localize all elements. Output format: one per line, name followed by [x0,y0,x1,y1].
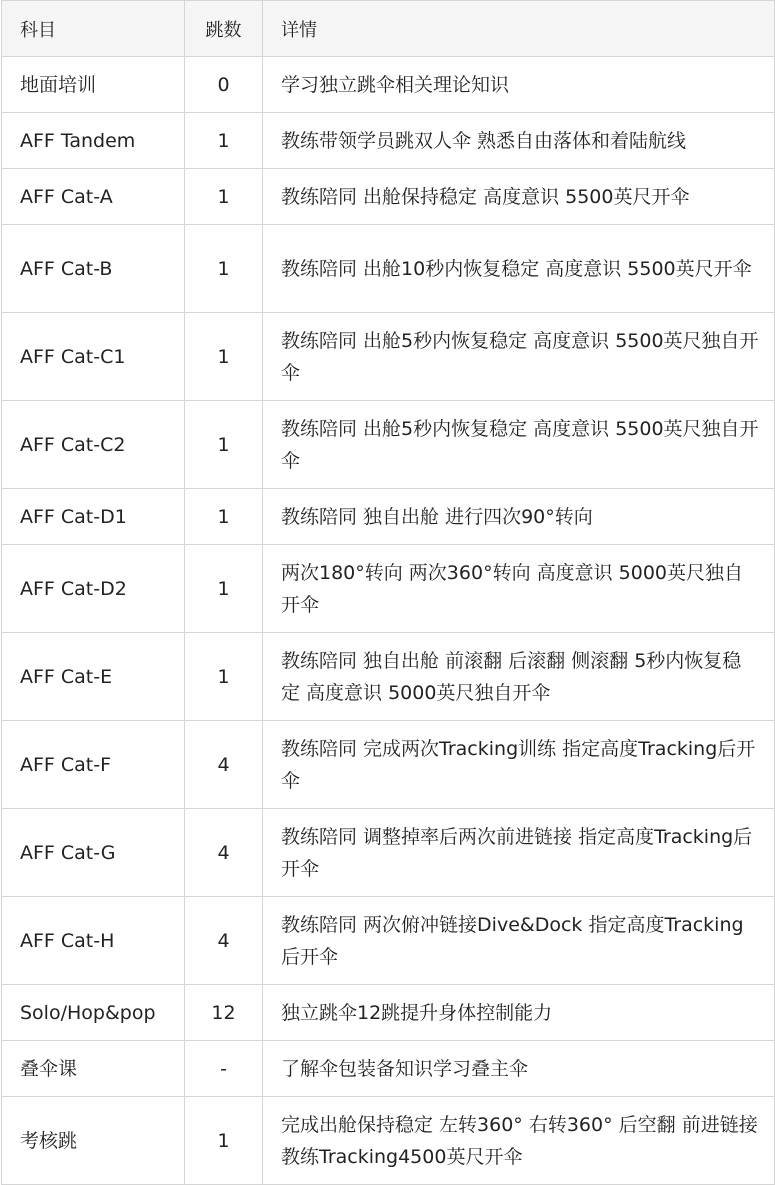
table-row [2,169,775,225]
row-detail: 教练带领学员跳双人伞 熟悉自由落体和着陆航线 [263,113,775,169]
row-subject: AFF Cat-C2 [2,401,185,489]
row-detail: 教练陪同 完成两次Tracking训练 指定高度Tracking后开伞 [263,721,775,809]
row-jumps: 4 [185,721,263,809]
row-jumps: - [185,1041,263,1097]
row-jumps: 1 [185,1097,263,1185]
row-subject: AFF Cat-H [2,897,185,985]
row-detail: 学习独立跳伞相关理论知识 [263,57,775,113]
table-row [2,313,775,401]
row-jumps: 12 [185,985,263,1041]
row-jumps: 4 [185,897,263,985]
row-detail: 教练陪同 出舱10秒内恢复稳定 高度意识 5500英尺开伞 [263,225,775,313]
skydiving-course-table [1,0,775,1185]
row-subject: AFF Cat-A [2,169,185,225]
row-jumps: 0 [185,57,263,113]
row-detail: 教练陪同 独自出舱 进行四次90°转向 [263,489,775,545]
row-jumps: 1 [185,633,263,721]
table-row [2,489,775,545]
row-jumps: 1 [185,313,263,401]
row-detail: 了解伞包装备知识学习叠主伞 [263,1041,775,1097]
table-row [2,225,775,313]
row-subject: AFF Cat-E [2,633,185,721]
row-detail: 教练陪同 两次俯冲链接Dive&Dock 指定高度Tracking后开伞 [263,897,775,985]
row-subject: AFF Cat-D2 [2,545,185,633]
table-row [2,1097,775,1185]
row-subject: AFF Cat-D1 [2,489,185,545]
table-row [2,985,775,1041]
table-row [2,809,775,897]
row-jumps: 1 [185,401,263,489]
table-row [2,113,775,169]
row-jumps: 1 [185,169,263,225]
row-detail: 完成出舱保持稳定 左转360° 右转360° 后空翻 前进链接 教练Tracking4500英尺开伞 [263,1097,775,1185]
row-subject: 叠伞课 [2,1041,185,1097]
row-jumps: 1 [185,489,263,545]
row-jumps: 1 [185,113,263,169]
row-jumps: 1 [185,225,263,313]
header-subject: 科目 [2,1,185,57]
row-detail: 教练陪同 独自出舱 前滚翻 后滚翻 侧滚翻 5秒内恢复稳定 高度意识 5000英尺独自开伞 [263,633,775,721]
row-subject: AFF Cat-F [2,721,185,809]
header-jumps: 跳数 [185,1,263,57]
row-detail: 独立跳伞12跳提升身体控制能力 [263,985,775,1041]
row-subject: AFF Cat-C1 [2,313,185,401]
row-subject: AFF Tandem [2,113,185,169]
row-detail: 教练陪同 出舱5秒内恢复稳定 高度意识 5500英尺独自开伞 [263,401,775,489]
row-subject: 考核跳 [2,1097,185,1185]
row-subject: AFF Cat-B [2,225,185,313]
header-detail: 详情 [263,1,775,57]
row-subject: Solo/Hop&pop [2,985,185,1041]
table-row [2,545,775,633]
table-row [2,721,775,809]
table-row [2,633,775,721]
table-header-row [2,1,775,57]
row-subject: 地面培训 [2,57,185,113]
row-detail: 两次180°转向 两次360°转向 高度意识 5000英尺独自开伞 [263,545,775,633]
row-detail: 教练陪同 调整掉率后两次前进链接 指定高度Tracking后开伞 [263,809,775,897]
row-detail: 教练陪同 出舱5秒内恢复稳定 高度意识 5500英尺独自开伞 [263,313,775,401]
table-row [2,401,775,489]
table-row [2,897,775,985]
row-detail: 教练陪同 出舱保持稳定 高度意识 5500英尺开伞 [263,169,775,225]
table-row [2,57,775,113]
row-subject: AFF Cat-G [2,809,185,897]
table-row [2,1041,775,1097]
row-jumps: 1 [185,545,263,633]
row-jumps: 4 [185,809,263,897]
